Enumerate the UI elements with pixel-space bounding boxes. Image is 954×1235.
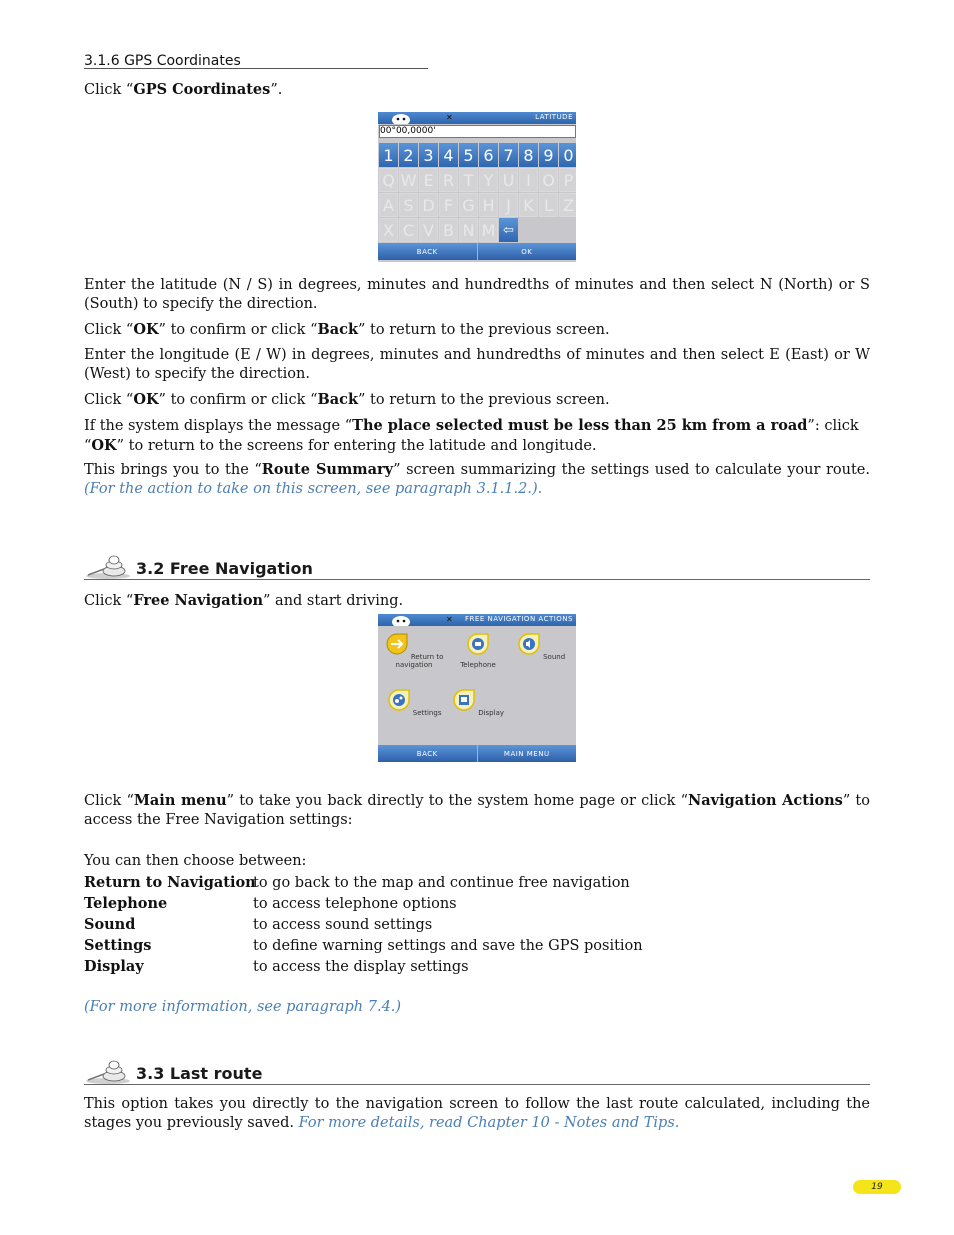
option-description: to access sound settings (253, 917, 433, 933)
key-6[interactable]: 6 (479, 143, 498, 167)
latitude-input[interactable]: 00°00,0000' (379, 125, 576, 138)
screen-header-label: LATITUDE (535, 113, 573, 121)
speaker-icon (517, 632, 541, 656)
display-icon (452, 688, 476, 712)
key-v[interactable]: V (419, 218, 438, 242)
free-navigation-actions-screenshot (378, 614, 576, 762)
key-f[interactable]: F (439, 193, 458, 217)
key-b[interactable]: B (439, 218, 458, 242)
section-heading-last-route (84, 1060, 870, 1085)
back-button[interactable]: BACK (378, 745, 478, 762)
michelin-man-icon (84, 1060, 132, 1084)
main-menu-button[interactable]: MAIN MENU (478, 745, 577, 762)
paragraph-last-route: This option takes you directly to the navigation screen to follow the last route calculated, including the stages you previously saved. For more details, read Chapter 10 - Notes and Tips. (84, 1096, 870, 1131)
option-description: to define warning settings and save the GPS position (253, 938, 643, 954)
option-description: to go back to the map and continue free navigation (253, 875, 630, 891)
key-m[interactable]: M (479, 218, 498, 242)
key-k[interactable]: K (519, 193, 538, 217)
key-z[interactable]: Z (559, 193, 576, 217)
paragraph-longitude: Enter the longitude (E / W) in degrees, minutes and hundredths of minutes and then select E (East) or W (West) to specify the direction. (84, 347, 870, 382)
key-l[interactable]: L (539, 193, 558, 217)
telephone-item[interactable]: Telephone (448, 632, 508, 669)
key-j[interactable]: J (499, 193, 518, 217)
section-title-last-route: 3.3 Last route (136, 1064, 263, 1083)
option-row (84, 957, 870, 977)
option-name: Display (84, 958, 144, 975)
paragraph-route-summary: This brings you to the “Route Summary” screen summarizing the settings used to calculate your route. (For the action to take on this screen, see paragraph 3.1.1.2.). (84, 461, 870, 497)
key-3[interactable]: 3 (419, 143, 438, 167)
key-a[interactable]: A (379, 193, 398, 217)
screen-top-bar (378, 112, 576, 124)
screen-button-bar (378, 243, 576, 260)
section-heading-free-navigation (84, 555, 870, 580)
option-name: Settings (84, 937, 152, 954)
ok-button[interactable]: OK (478, 243, 577, 260)
paragraph-ok-back-1: Click “OK” to confirm or click “Back” to return to the previous screen. (84, 321, 610, 338)
paragraph-latitude: Enter the latitude (N / S) in degrees, minutes and hundredths of minutes and then select N (North) or S (South) to specify the direction. (84, 277, 870, 312)
key-y[interactable]: Y (479, 168, 498, 192)
michelin-man-icon (390, 112, 412, 124)
key-q[interactable]: Q (379, 168, 398, 192)
key-e[interactable]: E (419, 168, 438, 192)
return-arrow-icon (385, 632, 409, 656)
satellite-icon: ✕ (446, 615, 453, 624)
key-d[interactable]: D (419, 193, 438, 217)
paragraph-ok-back-2: Click “OK” to confirm or click “Back” to return to the previous screen. (84, 391, 610, 408)
back-button[interactable]: BACK (378, 243, 478, 260)
key-p[interactable]: P (559, 168, 576, 192)
paragraph-message: If the system displays the message “The place selected must be less than 25 km from a road”: click “OK” to return to the screens for entering the latitude and longitude. (84, 417, 859, 454)
keyboard-row-xcvb (379, 218, 519, 242)
paragraph-click-gps: Click “GPS Coordinates”. (84, 81, 283, 98)
display-item[interactable]: Display (448, 688, 508, 717)
telephone-icon (466, 632, 490, 656)
michelin-man-icon (84, 555, 132, 579)
key-c[interactable]: C (399, 218, 418, 242)
screen-header-label: FREE NAVIGATION ACTIONS (465, 615, 573, 623)
page-number-badge: 19 (853, 1180, 901, 1194)
option-row (84, 915, 870, 935)
subsection-title-gps-coordinates: 3.1.6 GPS Coordinates (84, 53, 428, 69)
option-row (84, 873, 870, 893)
return-to-navigation-item[interactable]: Return to navigation (384, 632, 444, 669)
key-0[interactable]: 0 (559, 143, 576, 167)
link-chapter-10[interactable]: For more details, read Chapter 10 - Notes and Tips. (298, 1115, 680, 1131)
keyboard-row-qwerty (379, 168, 576, 192)
paragraph-main-menu: Click “Main menu” to take you back directly to the system home page or click “Navigation Actions” to access the Free Navigation settings: (84, 792, 870, 828)
key-g[interactable]: G (459, 193, 478, 217)
keyboard-row-numbers (379, 143, 576, 167)
key-8[interactable]: 8 (519, 143, 538, 167)
backspace-key[interactable]: ⇦ (499, 218, 518, 242)
option-description: to access the display settings (253, 959, 469, 975)
michelin-man-icon (390, 614, 412, 626)
sound-item[interactable]: Sound (511, 632, 571, 661)
key-7[interactable]: 7 (499, 143, 518, 167)
gears-icon (387, 688, 411, 712)
key-o[interactable]: O (539, 168, 558, 192)
option-name: Telephone (84, 895, 168, 912)
key-n[interactable]: N (459, 218, 478, 242)
key-5[interactable]: 5 (459, 143, 478, 167)
satellite-icon: ✕ (446, 113, 453, 122)
option-row (84, 894, 870, 914)
settings-item[interactable]: Settings (384, 688, 444, 717)
key-i[interactable]: I (519, 168, 538, 192)
key-1[interactable]: 1 (379, 143, 398, 167)
key-2[interactable]: 2 (399, 143, 418, 167)
option-description: to access telephone options (253, 896, 457, 912)
screen-top-bar (378, 614, 576, 626)
option-row (84, 936, 870, 956)
paragraph-click-free-navigation: Click “Free Navigation” and start driving. (84, 592, 404, 609)
key-9[interactable]: 9 (539, 143, 558, 167)
link-paragraph-74[interactable]: (For more information, see paragraph 7.4.) (84, 999, 402, 1015)
key-r[interactable]: R (439, 168, 458, 192)
key-s[interactable]: S (399, 193, 418, 217)
paragraph-choose: You can then choose between: (84, 853, 307, 869)
keyboard-row-asdf (379, 193, 576, 217)
option-name: Sound (84, 916, 136, 933)
option-name: Return to Navigation (84, 874, 256, 891)
key-w[interactable]: W (399, 168, 418, 192)
section-title-free-navigation: 3.2 Free Navigation (136, 559, 313, 578)
key-u[interactable]: U (499, 168, 518, 192)
key-t[interactable]: T (459, 168, 478, 192)
key-4[interactable]: 4 (439, 143, 458, 167)
link-paragraph-3112[interactable]: (For the action to take on this screen, see paragraph 3.1.1.2.). (84, 481, 543, 497)
latitude-entry-screenshot (378, 112, 576, 262)
key-h[interactable]: H (479, 193, 498, 217)
screen-button-bar (378, 745, 576, 762)
key-x[interactable]: X (379, 218, 398, 242)
